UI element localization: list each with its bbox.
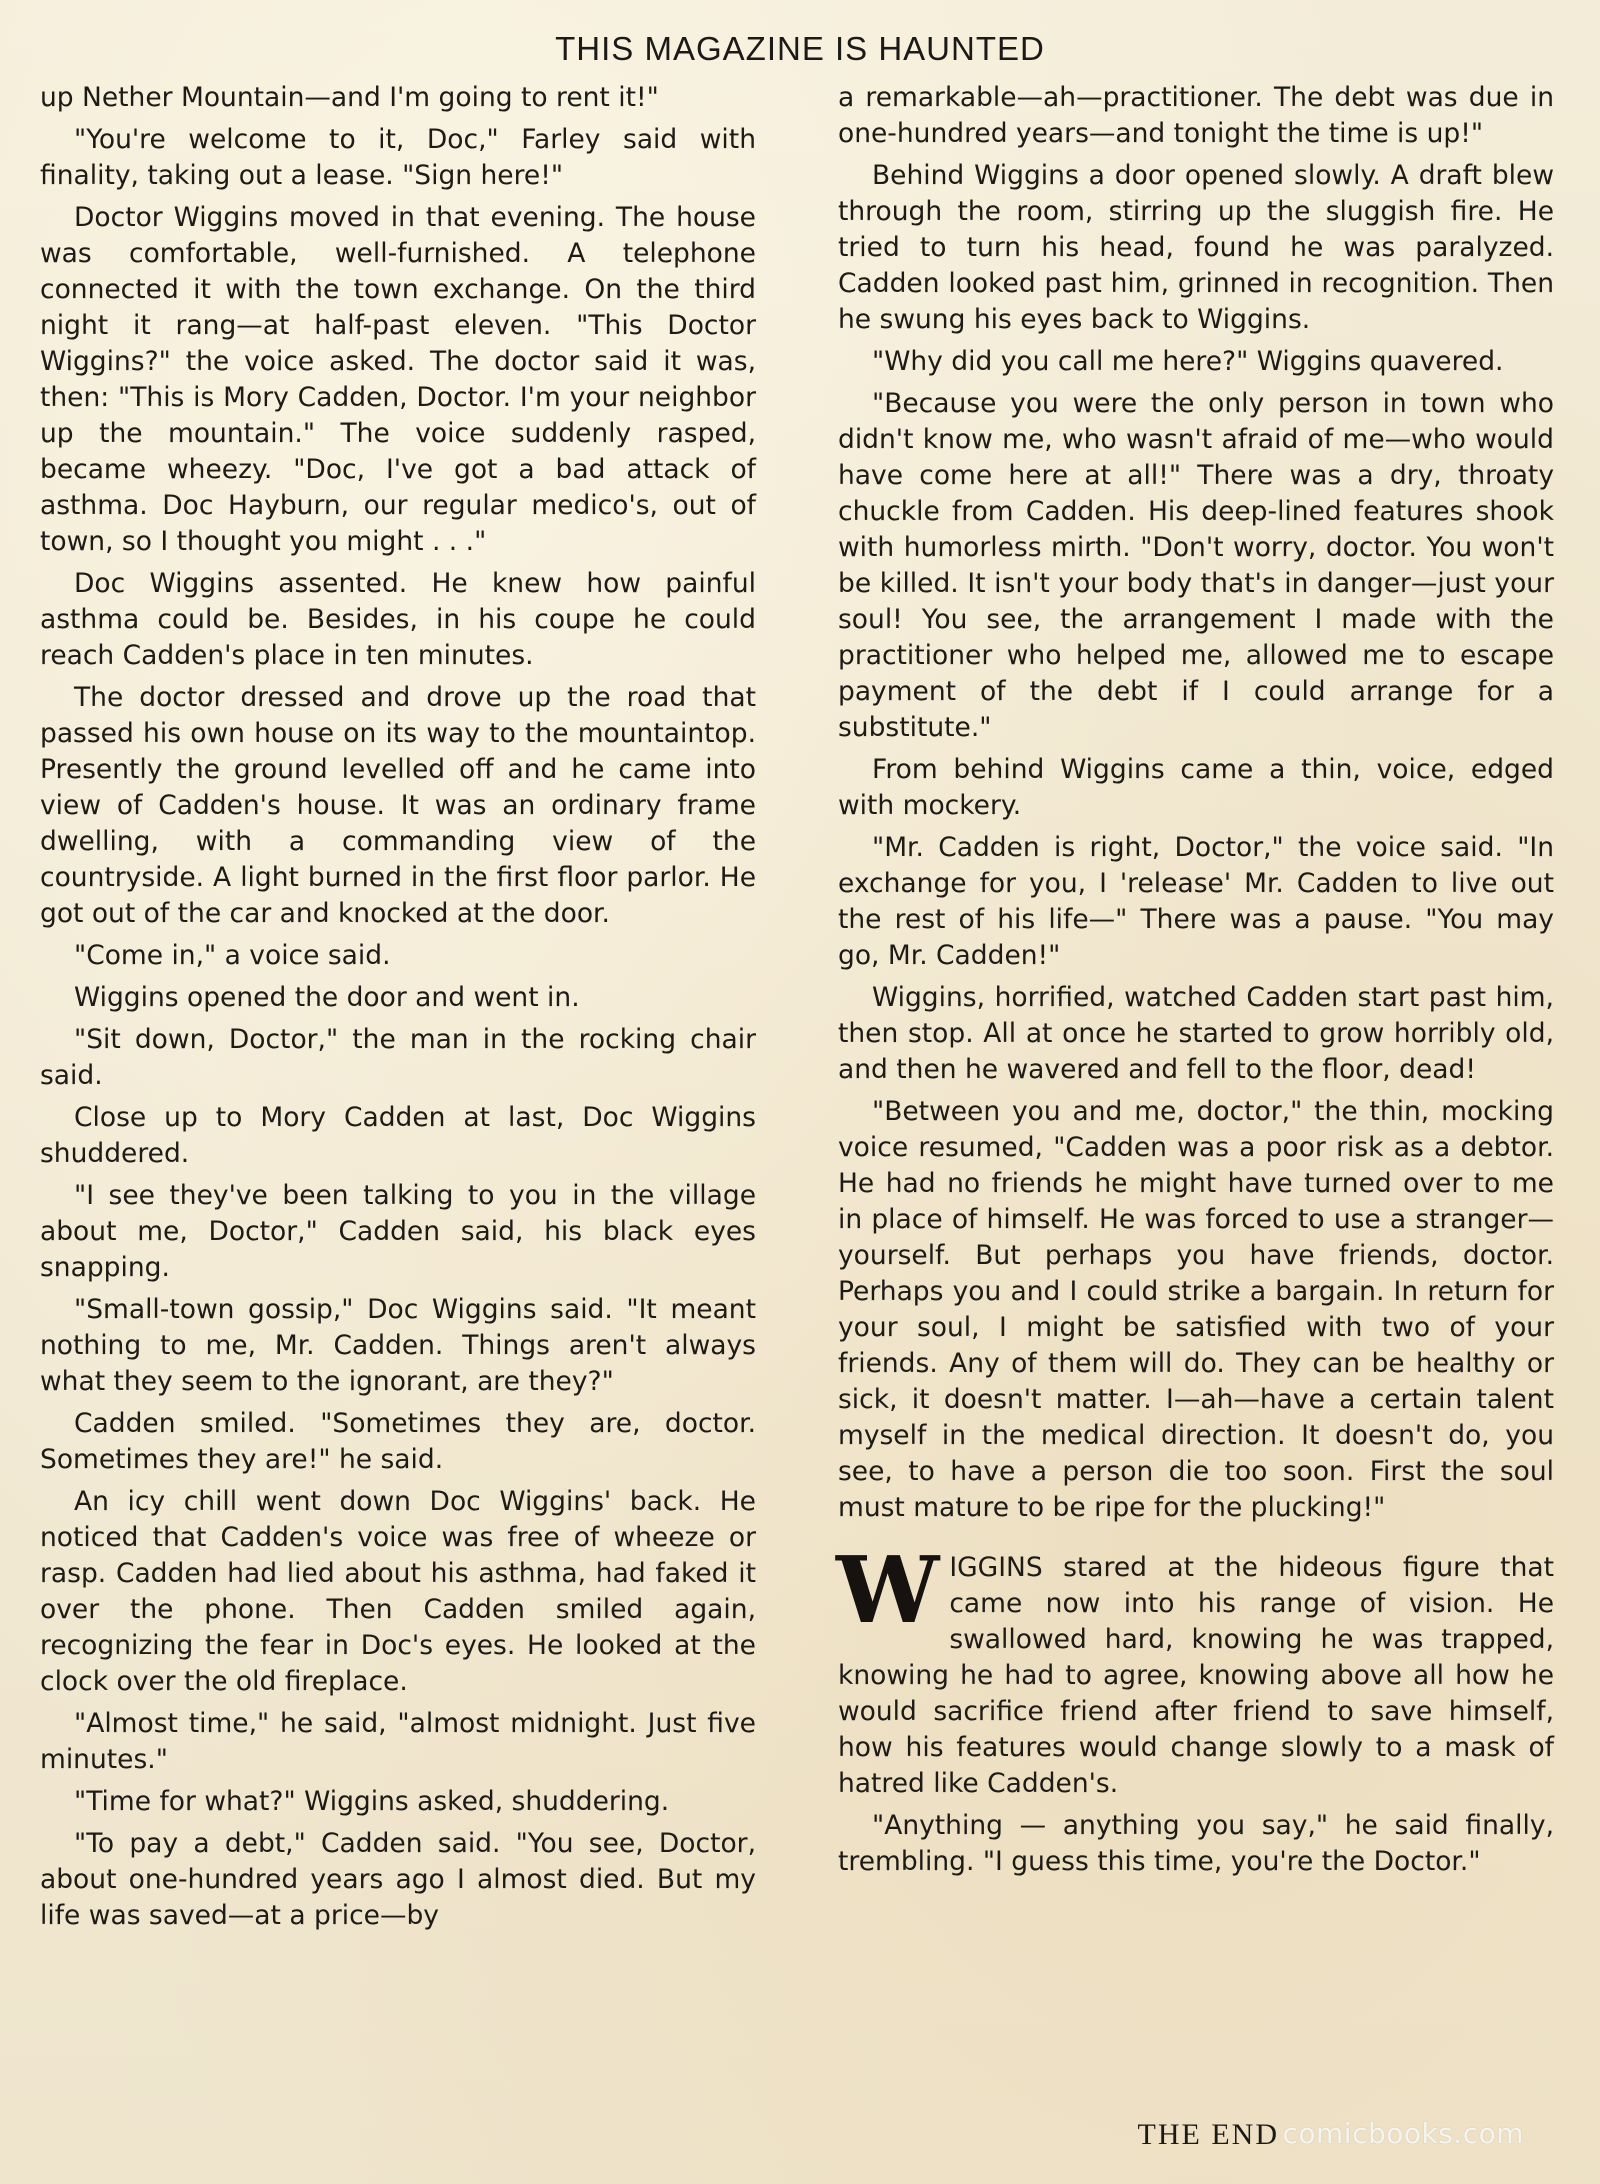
paragraph: Wiggins opened the door and went in. bbox=[74, 982, 580, 1013]
paragraph: "I see they've been talking to you in the village about me, Doctor," Cadden said, his black eyes snapping. bbox=[40, 1180, 756, 1283]
paragraph: "Sit down, Doctor," the man in the rocking chair said. bbox=[40, 1024, 756, 1091]
paragraph: Doc Wiggins assented. He knew how painful asthma could be. Besides, in his coupe he could reach Cadden's place in ten minutes. bbox=[40, 568, 756, 671]
dropcap-section bbox=[836, 1536, 1554, 1802]
paragraph: Doctor Wiggins moved in that evening. The house was comfortable, well-furnished. A telephone connected it with the town exchange. On the third night it rang—at half-past eleven. "This Doctor Wiggins?" the voice asked. The doctor said it was, then: "This is Mory Cadden, Doctor. I'm your neighbor up the mountain." The voice suddenly rasped, became wheezy. "Doc, I've got a bad attack of asthma. Doc Hayburn, our regular medico's, out of town, so I thought you might . . ." bbox=[40, 202, 756, 557]
paragraph: "Because you were the only person in town who didn't know me, who wasn't afraid of me—who would have come here at all!" There was a dry, throaty chuckle from Cadden. His deep-lined features shook with humorless mirth. "Don't worry, doctor. You won't be killed. It isn't your body that's in danger—just your soul! You see, the arrangement I made with the practitioner who helped me, allowed me to escape payment of the debt if I could arrange for a substitute." bbox=[838, 388, 1554, 743]
paragraph: Close up to Mory Cadden at last, Doc Wiggins shuddered. bbox=[40, 1102, 756, 1169]
right-column bbox=[838, 80, 1554, 1886]
drop-cap-letter: W bbox=[836, 1536, 940, 1644]
paragraph: "Almost time," he said, "almost midnight. Just five minutes." bbox=[40, 1708, 756, 1775]
paragraph: up Nether Mountain—and I'm going to rent it!" bbox=[40, 82, 659, 113]
paragraph: From behind Wiggins came a thin, voice, edged with mockery. bbox=[838, 754, 1554, 821]
watermark: comicbooks.com bbox=[1282, 2117, 1524, 2150]
paragraph: An icy chill went down Doc Wiggins' back. He noticed that Cadden's voice was free of wheeze or rasp. Cadden had lied about his asthma, had faked it over the phone. Then Cadden smiled again, recognizing the fear in Doc's eyes. He looked at the clock over the old fireplace. bbox=[40, 1486, 756, 1697]
paragraph: Cadden smiled. "Sometimes they are, doctor. Sometimes they are!" he said. bbox=[40, 1408, 756, 1475]
paragraph: Behind Wiggins a door opened slowly. A draft blew through the room, stirring up the sluggish fire. He tried to turn his head, found he was paralyzed. Cadden looked past him, grinned in recognition. Then he swung his eyes back to Wiggins. bbox=[838, 160, 1554, 335]
paragraph: "Time for what?" Wiggins asked, shuddering. bbox=[74, 1786, 670, 1817]
paragraph: "Why did you call me here?" Wiggins quavered. bbox=[872, 346, 1504, 377]
paragraph: "Between you and me, doctor," the thin, mocking voice resumed, "Cadden was a poor risk as a debtor. He had no friends he might have turned over to me in place of himself. He was forced to use a stranger—yourself. But perhaps you have friends, doctor. Perhaps you and I could strike a bargain. In return for your soul, I might be satisfied with two of your friends. Any of them will do. They can be healthy or sick, it doesn't matter. I—ah—have a certain talent myself in the medical direction. It doesn't do, you see, to have a person die too soon. First the soul must mature to be ripe for the plucking!" bbox=[838, 1096, 1554, 1523]
left-column bbox=[40, 80, 756, 1940]
paragraph: The doctor dressed and drove up the road that passed his own house on its way to the mountaintop. Presently the ground levelled off and he came into view of Cadden's house. It was an ordinary frame dwelling, with a commanding view of the countryside. A light burned in the first floor parlor. He got out of the car and knocked at the door. bbox=[40, 682, 756, 929]
paragraph: "To pay a debt," Cadden said. "You see, Doctor, about one-hundred years ago I almost died. But my life was saved—at a price—by bbox=[40, 1828, 756, 1931]
paragraph: "You're welcome to it, Doc," Farley said with finality, taking out a lease. "Sign here!" bbox=[40, 124, 756, 191]
paragraph: "Small-town gossip," Doc Wiggins said. "It meant nothing to me, Mr. Cadden. Things aren't always what they seem to the ignorant, are they?" bbox=[40, 1294, 756, 1397]
dropcap-paragraph-text: IGGINS stared at the hideous figure that came now into his range of vision. He swallowed hard, knowing he was trapped, knowing he had to agree, knowing above all how he would sacrifice friend after friend to save himself, how his features would change slowly to a mask of hatred like Cadden's. bbox=[838, 1552, 1554, 1799]
running-header: THIS MAGAZINE IS HAUNTED bbox=[555, 30, 1045, 67]
dropcap-paragraph bbox=[836, 1536, 1554, 1802]
paragraph: "Anything — anything you say," he said finally, trembling. "I guess this time, you're the Doctor." bbox=[838, 1810, 1554, 1877]
the-end-text: THE END bbox=[1137, 2118, 1279, 2151]
paragraph: a remarkable—ah—practitioner. The debt was due in one-hundred years—and tonight the time is up!" bbox=[838, 82, 1554, 149]
paragraph: Wiggins, horrified, watched Cadden start past him, then stop. All at once he started to grow horribly old, and then he wavered and fell to the floor, dead! bbox=[838, 982, 1554, 1085]
paragraph: "Come in," a voice said. bbox=[74, 940, 391, 971]
paragraph: "Mr. Cadden is right, Doctor," the voice said. "In exchange for you, I 'release' Mr. Cadden to live out the rest of his life—" There was a pause. "You may go, Mr. Cadden!" bbox=[838, 832, 1554, 971]
